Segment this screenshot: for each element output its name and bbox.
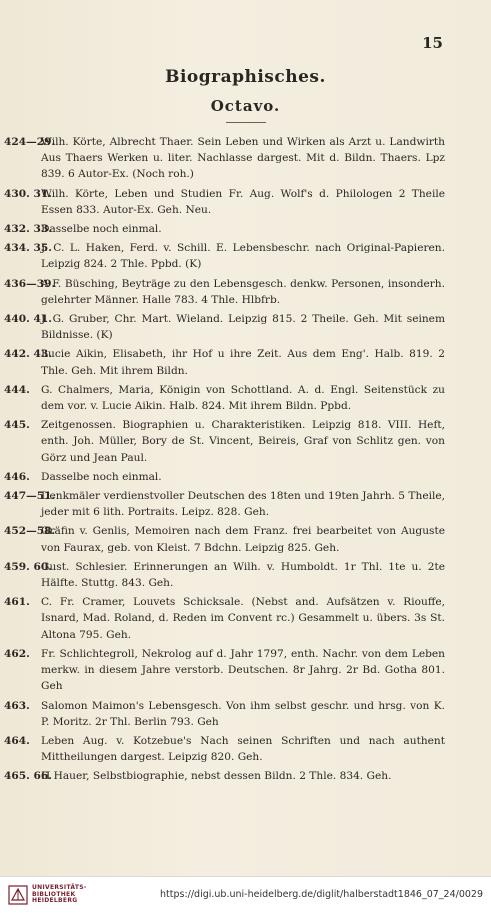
entry-text: H Hauer, Selbstbiographie, nebst dessen Bildn. 2 Thle. 834. Geh. xyxy=(41,770,392,783)
entry-text: A F. Büsching, Beyträge zu den Lebensgesch. denkw. Personen, insonderh. gelehrter Männer. Halle 783. 4 Thle. Hlbfrb. xyxy=(41,277,445,306)
catalog-entry xyxy=(4,594,445,643)
library-logo-text xyxy=(32,885,87,905)
entry-number: 445. xyxy=(4,419,30,432)
entry-number: 446. xyxy=(4,470,30,483)
entry-text: Leben Aug. v. Kotzebue's Nach seinen Schriften und nach authent Mittheilungen dargest. Leipzig 820. Geh. xyxy=(41,734,445,764)
logo-line-1: UNIVERSITÄTS- xyxy=(32,884,87,891)
catalog-entry xyxy=(4,240,445,272)
entry-number: 465. 66. xyxy=(4,770,52,783)
entry-text: C. Fr. Cramer, Louvets Schicksale. (Nebst and. Aufsätzen v. Riouffe, Isnard, Mad. Roland, d. Reden im Convent rc.) Gesammelt u. übers. 3s St. Altona 795. Geh. xyxy=(41,596,445,641)
entry-number: 440. 41. xyxy=(4,313,52,326)
catalog-entry xyxy=(4,186,445,218)
catalog-entry xyxy=(4,698,445,730)
entry-text: Gräfin v. Genlis, Memoiren nach dem Franz. frei bearbeitet von Auguste von Faurax, geb. von Kleist. 7 Bdchn. Leipzig 825. Geh. xyxy=(41,525,445,554)
logo-line-2: BIBLIOTHEK xyxy=(32,890,76,898)
entry-number: 434. 35. xyxy=(4,242,52,255)
catalog-entry xyxy=(4,311,445,343)
entry-number: 436—39. xyxy=(4,277,56,290)
logo-line-3: HEIDELBERG xyxy=(32,897,78,904)
entry-number: 424—29. xyxy=(4,136,56,148)
entry-text: Denkmäler verdienstvoller Deutschen des 18ten und 19ten Jahrh. 5 Theile, jeder mit 6 lith. Portraits. Leipz. 828. Geh. xyxy=(41,490,445,519)
entry-text: Gust. Schlesier. Erinnerungen an Wilh. v. Humboldt. 1r Thl. 1te u. 2te Hälfte. Stuttg. 843. Geh. xyxy=(41,560,445,590)
entry-text: Lucie Aikin, Elisabeth, ihr Hof u ihre Zeit. Aus dem Eng'. Halb. 819. 2 Thle. Geh. Mit ihrem Bildn. xyxy=(41,348,445,377)
library-logo-icon xyxy=(8,885,28,905)
entry-text: Wilh. Körte, Leben und Studien Fr. Aug. Wolf's d. Philologen 2 Theile Essen 833. Autor-Ex. Geh. Neu. xyxy=(41,187,445,216)
entry-number: 447—51. xyxy=(4,490,56,503)
entry-text: Fr. Schlichtegroll, Nekrolog auf d. Jahr 1797, enth. Nachr. von dem Leben merkw. in diesem Jahre verstorb. Deutschen. 8r Jahrg. 2r Bd. Gotha 801. Geh xyxy=(41,647,445,693)
entry-number: 430. 31. xyxy=(4,187,52,200)
source-url-link[interactable]: https://digi.ub.uni-heidelberg.de/diglit/halberstadt1846_07_24/0029 xyxy=(160,889,483,900)
catalog-entry xyxy=(4,221,445,237)
catalog-entry xyxy=(4,523,445,555)
catalog-entry xyxy=(4,488,445,520)
footer-bar xyxy=(0,876,491,913)
entry-number: 432. 33. xyxy=(4,223,52,236)
entry-number: 452—58. xyxy=(4,525,56,538)
entry-number: 464. xyxy=(4,734,30,747)
catalog-entry xyxy=(4,646,445,695)
catalog-entry xyxy=(4,134,445,183)
catalog-entry xyxy=(4,382,445,414)
catalog-entries xyxy=(4,134,445,788)
catalog-entry xyxy=(4,559,445,591)
section-subheading: Octavo. xyxy=(210,97,281,115)
catalog-entry xyxy=(4,768,445,784)
entry-text: Salomon Maimon's Lebensgesch. Von ihm selbst geschr. und hrsg. von K. P. Moritz. 2r Thl. Berlin 793. Geh xyxy=(41,699,445,728)
entry-number: 461. xyxy=(4,596,30,609)
entry-number: 444. xyxy=(4,383,30,396)
section-heading: Biographisches. xyxy=(165,67,326,87)
catalog-entry xyxy=(4,346,445,378)
entry-number: 462. xyxy=(4,647,30,660)
entry-text: J. C. L. Haken, Ferd. v. Schill. E. Lebensbeschr. nach Original-Papieren. Leipzig 824. 2 Thle. Ppbd. (K) xyxy=(41,242,445,271)
entry-text: Dasselbe noch einmal. xyxy=(41,470,162,483)
entry-text: G. Chalmers, Maria, Königin von Schottland. A. d. Engl. Seitenstück zu dem vor. v. Lucie Aikin. Halb. 824. Mit ihrem Bildn. Ppbd. xyxy=(41,383,445,413)
page-number: 15 xyxy=(422,34,443,52)
entry-text: Zeitgenossen. Biographien u. Charakteristiken. Leipzig 818. VIII. Heft, enth. Joh. Müller, Bory de St. Vincent, Beireis, Graf von Schlitz gen. von Görz und Jean Paul. xyxy=(41,419,445,464)
catalog-entry xyxy=(4,417,445,466)
entry-text: Wilh. Körte, Albrecht Thaer. Sein Leben und Wirken als Arzt u. Landwirth Aus Thaers Werken u. liter. Nachlasse dargest. Mit d. Bildn. Thaers. Lpz 839. 6 Autor-Ex. (Noch roh.) xyxy=(41,136,445,181)
entry-number: 459. 60. xyxy=(4,560,52,573)
catalog-entry xyxy=(4,276,445,308)
entry-text: J. G. Gruber, Chr. Mart. Wieland. Leipzig 815. 2 Theile. Geh. Mit seinem Bildnisse. (K) xyxy=(41,313,445,342)
heading-divider xyxy=(226,122,266,123)
entry-number: 442. 43. xyxy=(4,348,52,361)
entry-text: Dasselbe noch einmal. xyxy=(41,223,162,236)
catalog-entry xyxy=(4,469,445,485)
catalog-entry xyxy=(4,733,445,765)
entry-number: 463. xyxy=(4,699,30,712)
